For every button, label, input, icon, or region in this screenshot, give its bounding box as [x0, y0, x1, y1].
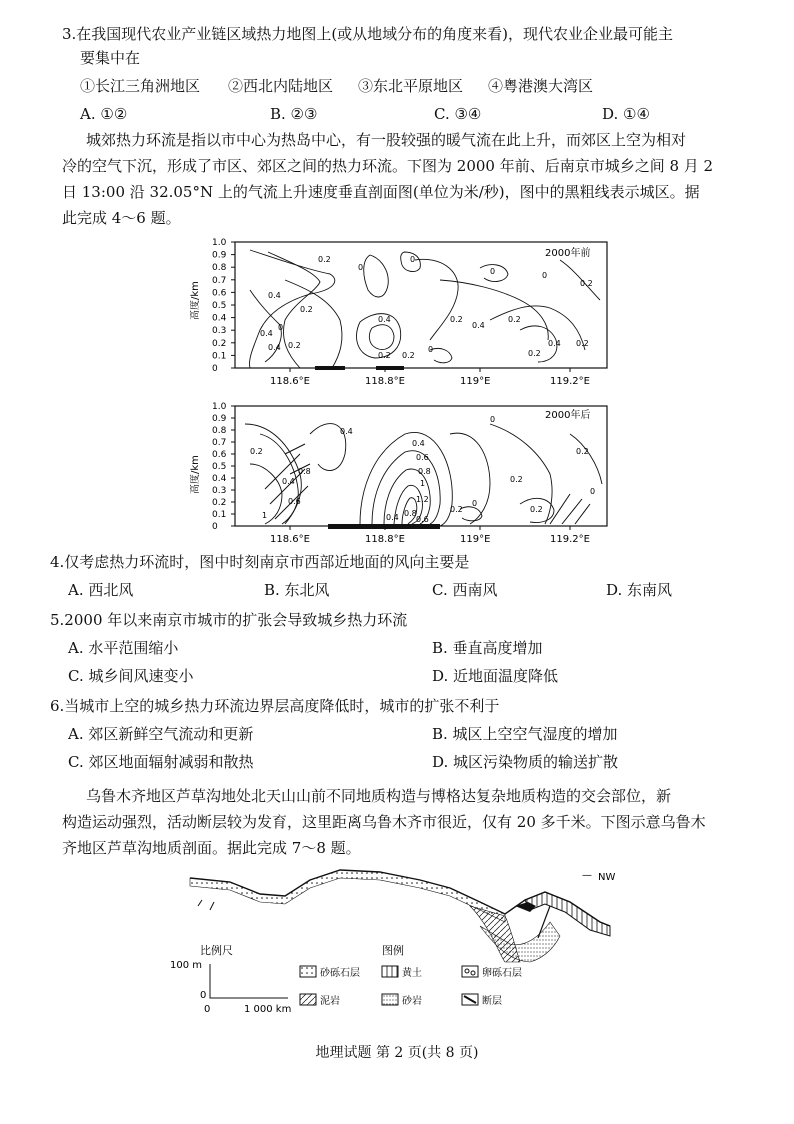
contour-label: 0.2 [576, 339, 589, 348]
contour-label: 0.4 [378, 315, 391, 324]
x-tick-label: 118.6°E [270, 534, 310, 545]
contour-label: 0.8 [298, 467, 311, 476]
passage2-line1: 乌鲁木齐地区芦草沟地处北天山山前不同地质构造与博格达复杂地质构造的交会部位，新 [86, 787, 672, 805]
x-tick-label: 119°E [460, 534, 491, 545]
legend-fault: 断层 [482, 996, 502, 1007]
legend-swatch-loess [382, 966, 398, 977]
contour-label: 0.4 [340, 427, 353, 436]
passage1-line3: 日 13:00 沿 32.05°N 上的气流上升速度垂直剖面图(单位为米/秒)，图中的黑粗线表示城区。据 [62, 183, 700, 201]
contour-label: 0.2 [510, 475, 523, 484]
y-tick-label: 0.8 [212, 263, 227, 274]
q5-option-d: D. 近地面温度降低 [432, 667, 559, 685]
q4-option-a: A. 西北风 [68, 581, 134, 599]
city-bar-1 [315, 366, 345, 370]
contour-label: 0 [428, 345, 434, 354]
scale-vertical: 100 m [170, 960, 203, 971]
y-tick-label: 0.1 [212, 351, 227, 362]
y-ticks [212, 402, 235, 532]
contour-label: 0.4 [386, 513, 399, 522]
contour-label: 1 [262, 511, 268, 520]
contour-label: 0.2 [318, 255, 331, 264]
contour-label: 0.4 [268, 343, 281, 352]
contour-label: 0.2 [450, 505, 463, 514]
q4-option-c: C. 西南风 [432, 581, 498, 599]
contour-label: 1.2 [416, 495, 429, 504]
chart-before-2000 [190, 230, 620, 390]
q3-option-b: B. ②③ [270, 105, 318, 123]
passage1-line1: 城郊热力环流是指以市中心为热岛中心，有一股较强的暖气流在此上升，而郊区上空为相对 [86, 131, 687, 149]
contour-label: 1 [420, 479, 426, 488]
q6-option-d: D. 城区污染物质的输送扩散 [432, 753, 619, 771]
y-tick-label: 0.5 [212, 462, 227, 472]
contour-label: 0.8 [404, 509, 417, 518]
scale-h-zero: 0 [204, 1004, 211, 1015]
x-tick-label: 119.2°E [550, 534, 590, 545]
y-tick-label: 0.1 [212, 510, 227, 520]
chart-after-2000 [190, 394, 620, 554]
contour-label: 0.2 [450, 315, 463, 324]
contour-label: 0 [490, 267, 496, 276]
q6-option-a: A. 郊区新鲜空气流动和更新 [68, 725, 254, 743]
q3-option-d: D. ①④ [602, 105, 650, 123]
q6-stem: 6.当城市上空的城乡热力环流边界层高度降低时，城市的扩张不利于 [50, 697, 500, 715]
x-ticks [270, 368, 590, 387]
contour-label: 0.2 [528, 349, 541, 358]
x-tick-label: 118.6°E [270, 376, 310, 387]
y-axis-label: 高度/km [190, 455, 201, 494]
contour-label: 0.2 [576, 447, 589, 456]
y-ticks [212, 238, 235, 374]
contour-label: 0.2 [402, 351, 415, 360]
legend-pebble: 卵砾石层 [482, 968, 522, 979]
q4-option-b: B. 东北风 [264, 581, 330, 599]
contour-label: 0.4 [548, 339, 561, 348]
legend-mudstone: 泥岩 [320, 996, 340, 1007]
scale-title: 比例尺 [200, 944, 233, 957]
contour-label: 0.2 [530, 505, 543, 514]
chart-tag: 2000年前 [545, 248, 591, 259]
q3-stem-line1: 3.在我国现代农业产业链区域热力地图上(或从地域分布的角度来看)，现代农业企业最可能主 [62, 25, 674, 43]
plot-frame [235, 406, 607, 526]
contour-label: 0.6 [416, 515, 429, 524]
q4-stem: 4.仅考虑热力环流时，图中时刻南京市西部近地面的风向主要是 [50, 553, 470, 571]
loess-block [525, 892, 610, 936]
y-tick-label: 1.0 [212, 402, 227, 412]
legend-swatch-gravel [300, 966, 316, 977]
contour-label: 0.8 [418, 467, 431, 476]
y-tick-label: 0 [212, 364, 218, 374]
y-tick-label: 0.6 [212, 288, 227, 299]
legend-swatch-pebble [462, 966, 478, 977]
contour-label: 0.6 [288, 497, 301, 506]
contour-label: 0.2 [508, 315, 521, 324]
legend-swatch-sandstone [382, 994, 398, 1005]
y-tick-label: 0.8 [212, 426, 227, 436]
fault-marks-left [198, 900, 214, 910]
legend-swatch-mudstone [300, 994, 316, 1005]
x-tick-label: 119.2°E [550, 376, 590, 387]
passage2-line2: 构造运动强烈，活动断层较为发育，这里距离乌鲁木齐市很近，仅有 20 多千米。下图示意乌鲁木 [62, 813, 706, 831]
y-tick-label: 0.9 [212, 250, 227, 261]
geologic-profile [170, 866, 640, 1026]
x-tick-label: 118.8°E [365, 534, 405, 545]
legend-loess: 黄土 [402, 968, 422, 979]
y-tick-label: 0.7 [212, 438, 227, 448]
y-tick-label: 1.0 [212, 238, 227, 248]
scale-zero: 0 [200, 990, 207, 1001]
q6-option-b: B. 城区上空空气湿度的增加 [432, 725, 618, 743]
legend-gravel: 砂砾石层 [320, 968, 360, 979]
y-tick-label: 0.6 [212, 450, 227, 460]
contour-label: 0.2 [378, 351, 391, 360]
q3-item-4: ④粤港澳大湾区 [488, 77, 594, 95]
q5-option-c: C. 城乡间风速变小 [68, 667, 194, 685]
y-tick-label: 0.2 [212, 338, 227, 349]
x-tick-label: 118.8°E [365, 376, 405, 387]
contour-label: 0.4 [282, 477, 295, 486]
contour-label: 0.4 [260, 329, 273, 338]
passage1-line2: 冷的空气下沉，形成了市区、郊区之间的热力环流。下图为 2000 年前、后南京市城乡之间 8 月 2 [62, 157, 714, 175]
contour-label: 0 [542, 271, 548, 280]
direction-nw: NW [598, 872, 616, 883]
q3-item-2: ②西北内陆地区 [228, 77, 334, 95]
city-bar-2 [376, 366, 404, 370]
q3-item-3: ③东北平原地区 [358, 77, 464, 95]
q3-option-c: C. ③④ [434, 105, 482, 123]
contour-label: 0.4 [412, 439, 425, 448]
y-tick-label: 0.3 [212, 486, 227, 496]
y-tick-label: 0.9 [212, 414, 227, 424]
scale-horizontal: 1 000 km [244, 1004, 292, 1015]
y-tick-label: 0 [212, 522, 218, 532]
q5-option-a: A. 水平范围缩小 [68, 639, 179, 657]
direction-label: — [582, 870, 592, 881]
legend-sandstone: 砂岩 [402, 996, 422, 1007]
contour-label: 0.4 [268, 291, 281, 300]
q5-option-b: B. 垂直高度增加 [432, 639, 543, 657]
y-tick-label: 0.4 [212, 313, 227, 324]
contour-label: 0 [490, 415, 496, 424]
contour-label: 0.2 [580, 279, 593, 288]
y-tick-label: 0.3 [212, 326, 227, 337]
legend-title: 图例 [382, 944, 404, 957]
x-tick-label: 119°E [460, 376, 491, 387]
contour-label: 0.2 [288, 341, 301, 350]
passage1-line4: 此完成 4～6 题。 [62, 209, 181, 227]
chart-tag: 2000年后 [545, 410, 591, 421]
scale-bar [210, 964, 288, 998]
contour-label-group [260, 255, 593, 360]
q6-option-c: C. 郊区地面辐射减弱和散热 [68, 753, 254, 771]
page-footer: 地理试题 第 2 页(共 8 页) [315, 1045, 479, 1061]
contour-label: 0 [590, 487, 596, 496]
y-tick-label: 0.2 [212, 498, 227, 508]
q4-option-d: D. 东南风 [606, 581, 673, 599]
y-tick-label: 0.7 [212, 275, 227, 286]
contour-label: 0 [358, 263, 364, 272]
contour-label: 0.4 [472, 321, 485, 330]
contour-label: 0.2 [300, 305, 313, 314]
y-tick-label: 0.5 [212, 301, 227, 311]
gravel-layer [190, 870, 505, 922]
contour-label: 0 [410, 255, 416, 264]
y-axis-label: 高度/km [190, 281, 201, 320]
contour-label: 0 [472, 499, 478, 508]
contour-label: 0 [278, 323, 284, 332]
contour-label: 0.2 [250, 447, 263, 456]
q5-stem: 5.2000 年以来南京市城市的扩张会导致城乡热力环流 [50, 611, 408, 629]
q3-option-a: A. ①② [80, 105, 128, 123]
contour-label: 0.6 [416, 453, 429, 462]
q3-stem-line2: 要集中在 [80, 49, 141, 67]
passage2-line3: 齐地区芦草沟地质剖面。据此完成 7～8 题。 [62, 839, 361, 857]
city-bar [328, 524, 440, 529]
q3-item-1: ①长江三角洲地区 [80, 77, 201, 95]
y-tick-label: 0.4 [212, 474, 227, 484]
